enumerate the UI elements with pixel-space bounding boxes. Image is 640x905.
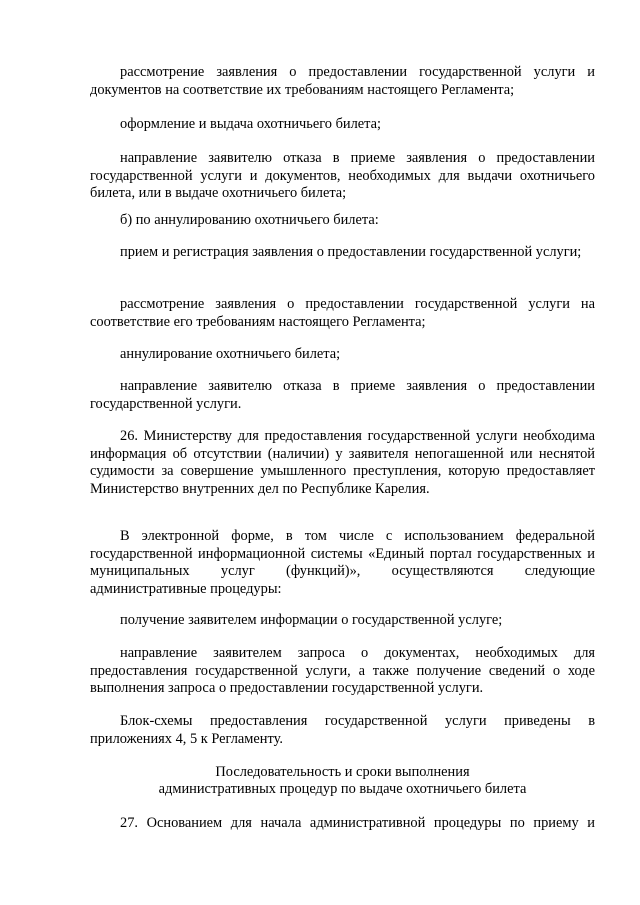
paragraph-send-request: направление заявителем запроса о документах, необходимых для предоставления государственной услуги, а также получение сведений о ходе выполнения запроса о предоставлении государственной услуги.	[90, 645, 595, 697]
paragraph-review-application: рассмотрение заявления о предоставлении государственной услуги и документов на соответствие их требованиям настоящего Регламента;	[90, 64, 595, 98]
paragraph-get-info: получение заявителем информации о государственной услуге;	[120, 612, 503, 628]
paragraph-refusal-issue: направление заявителю отказа в приеме заявления о предоставлении государственной услуги и документов, необходимых для выдачи охотничьего билета, или в выдаче охотничьего билета;	[90, 150, 595, 202]
paragraph-review-compliance: рассмотрение заявления о предоставлении государственной услуги на соответствие его требованиям настоящего Регламента;	[90, 296, 595, 330]
paragraph-block-schemes: Блок-схемы предоставления государственной услуги приведены в приложениях 4, 5 к Регламенту.	[90, 713, 595, 747]
paragraph-electronic-form: В электронной форме, в том числе с использованием федеральной государственной информационной системы «Единый портал государственных и муниципальных услуг (функций)», осуществляются следующие административные процедуры:	[90, 528, 595, 597]
paragraph-annulment-heading: б) по аннулированию охотничьего билета:	[120, 212, 379, 228]
paragraph-annulment: аннулирование охотничьего билета;	[120, 346, 341, 362]
section-heading-line-1: Последовательность и сроки выполнения	[215, 764, 470, 780]
paragraph-27: 27. Основанием для начала административной процедуры по приему и	[120, 815, 595, 831]
paragraph-receive-register: прием и регистрация заявления о предоставлении государственной услуги;	[120, 244, 582, 260]
paragraph-26: 26. Министерству для предоставления государственной услуги необходима информация об отсутствии (наличии) у заявителя непогашенной или неснятой судимости за совершение умышленного преступления, которую предоставляет Министерство внутренних дел по Республике Карелия.	[90, 428, 595, 497]
paragraph-refusal-annulment: направление заявителю отказа в приеме заявления о предоставлении государственной услуги.	[90, 378, 595, 412]
section-heading-line-2: административных процедур по выдаче охотничьего билета	[158, 781, 527, 797]
paragraph-issue-ticket: оформление и выдача охотничьего билета;	[120, 116, 382, 132]
